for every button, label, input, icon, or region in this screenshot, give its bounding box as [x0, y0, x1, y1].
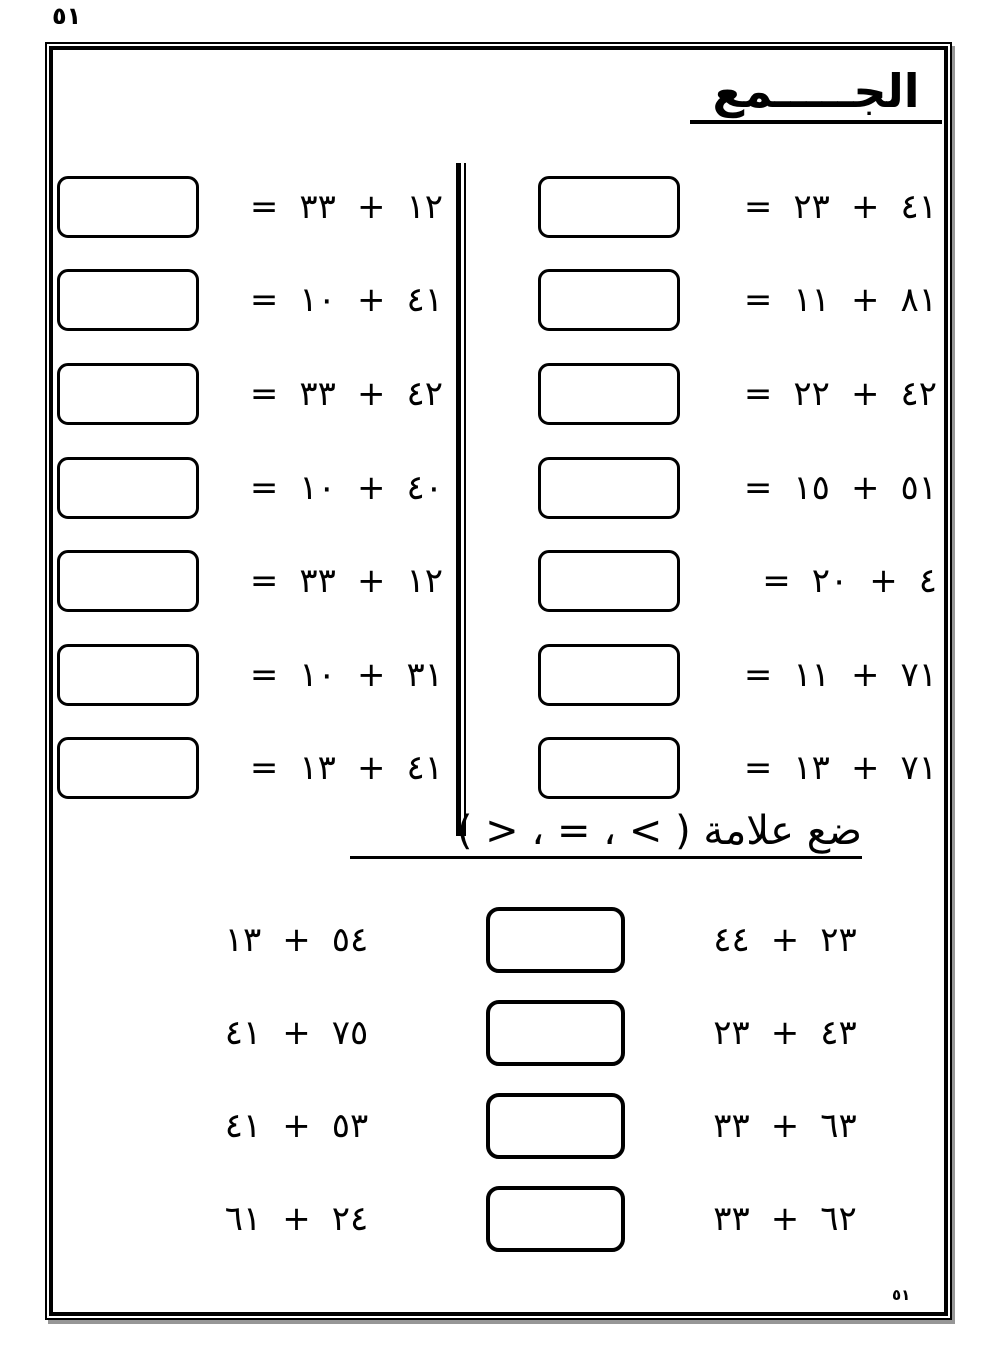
comparison-answer-box[interactable]: [486, 1186, 625, 1252]
answer-box[interactable]: [57, 550, 199, 612]
addition-problem-row: [57, 347, 457, 441]
addition-problem-row: [480, 534, 943, 628]
comparison-answer-box[interactable]: [486, 1093, 625, 1159]
comparison-expression-left: ٥٤ + ١٣: [224, 919, 369, 960]
comparison-section: [57, 893, 945, 1265]
addition-expression: ٤١ + ٢٣ =: [743, 186, 937, 227]
addition-problem-row: [480, 721, 943, 815]
addition-column-left: [57, 160, 457, 815]
page-title: الجـــــمع: [690, 66, 942, 124]
comparison-expression-right: ٦٣ + ٣٣: [713, 1105, 857, 1146]
comparison-expression-right: ٦٢ + ٣٣: [713, 1198, 857, 1239]
addition-expression: ٤٢ + ٢٢ =: [743, 373, 937, 414]
addition-expression: ١٢ + ٣٣ =: [249, 186, 443, 227]
answer-box[interactable]: [57, 644, 199, 706]
comparison-answer-box[interactable]: [486, 1000, 625, 1066]
answer-box[interactable]: [57, 457, 199, 519]
answer-box[interactable]: [538, 176, 680, 238]
comparison-row: [57, 1172, 945, 1265]
page-number-bottom: ٥١: [892, 1286, 911, 1304]
addition-problem-row: [57, 721, 457, 815]
comparison-expression-left: ٢٤ + ٦١: [224, 1198, 369, 1239]
page-number-top: ٥١: [52, 2, 82, 30]
addition-problem-row: [480, 254, 943, 348]
addition-problem-row: [57, 534, 457, 628]
addition-expression: ٤٢ + ٣٣ =: [249, 373, 443, 414]
addition-problem-row: [480, 441, 943, 535]
addition-problem-row: [57, 160, 457, 254]
addition-expression: ٣١ + ١٠ =: [249, 654, 443, 695]
addition-expression: ٤١ + ١٣ =: [249, 748, 443, 789]
addition-problem-row: [57, 254, 457, 348]
addition-problem-row: [480, 160, 943, 254]
answer-box[interactable]: [538, 269, 680, 331]
comparison-expression-right: ٤٣ + ٢٣: [713, 1012, 857, 1053]
column-divider: [456, 163, 466, 836]
addition-expression: ١٢ + ٣٣ =: [249, 561, 443, 602]
answer-box[interactable]: [538, 457, 680, 519]
comparison-expression-left: ٥٣ + ٤١: [224, 1105, 369, 1146]
answer-box[interactable]: [57, 269, 199, 331]
addition-problem-row: [57, 441, 457, 535]
comparison-heading: ضع علامة ( > ، = ، < ): [350, 808, 862, 859]
addition-expression: ٥١ + ١٥ =: [743, 467, 937, 508]
answer-box[interactable]: [57, 737, 199, 799]
addition-problem-row: [480, 628, 943, 722]
comparison-expression-left: ٧٥ + ٤١: [224, 1012, 369, 1053]
addition-column-right: [480, 160, 943, 815]
addition-expression: ٤١ + ١٠ =: [249, 280, 443, 321]
answer-box[interactable]: [538, 363, 680, 425]
addition-expression: ٤ + ٢٠ =: [762, 561, 937, 602]
comparison-row: [57, 986, 945, 1079]
addition-expression: ٧١ + ١٣ =: [743, 748, 937, 789]
addition-expression: ٨١ + ١١ =: [743, 280, 937, 321]
answer-box[interactable]: [538, 737, 680, 799]
addition-expression: ٧١ + ١١ =: [743, 654, 937, 695]
comparison-answer-box[interactable]: [486, 907, 625, 973]
addition-problem-row: [480, 347, 943, 441]
answer-box[interactable]: [538, 644, 680, 706]
comparison-expression-right: ٢٣ + ٤٤: [713, 919, 857, 960]
addition-problem-row: [57, 628, 457, 722]
comparison-row: [57, 893, 945, 986]
answer-box[interactable]: [57, 363, 199, 425]
answer-box[interactable]: [57, 176, 199, 238]
comparison-row: [57, 1079, 945, 1172]
answer-box[interactable]: [538, 550, 680, 612]
addition-expression: ٤٠ + ١٠ =: [249, 467, 443, 508]
